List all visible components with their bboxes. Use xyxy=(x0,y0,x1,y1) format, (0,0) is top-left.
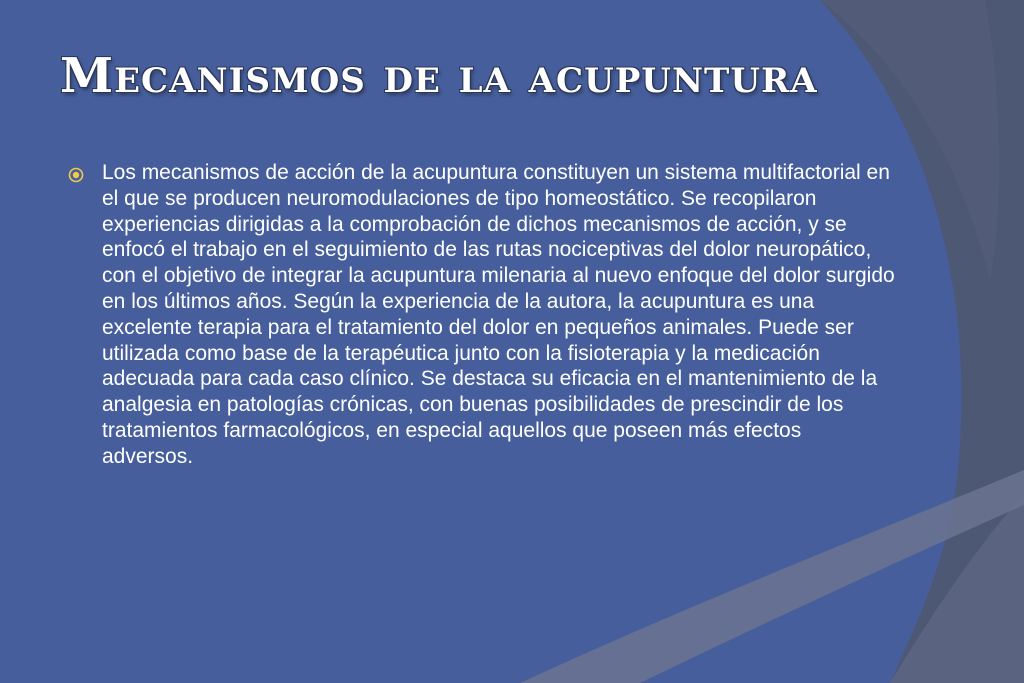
bullet-text: Los mecanismos de acción de la acupuntura constituyen un sistema multifactorial en el que se producen neuromodulaciones de tipo homeostático. Se recopilaron experiencias dirigidas a la comprobación de dichos mecanismos de acción, y se enfocó el trabajo en el seguimiento de las rutas nociceptivas del dolor neuropático, con el objetivo de integrar la acupuntura milenaria al nuevo enfoque del dolor surgido en los últimos años. Según la experiencia de la autora, la acupuntura es una excelente terapia para el tratamiento del dolor en pequeños animales. Puede ser utilizada como base de la terapéutica junto con la fisioterapia y la medicación adecuada para cada caso clínico. Se destaca su eficacia en el mantenimiento de la analgesia en patologías crónicas, con buenas posibilidades de prescindir de los tratamientos farmacológicos, en especial aquellos que poseen más efectos adversos. xyxy=(102,161,895,468)
slide-title: Mecanismos de la acupuntura xyxy=(60,48,818,104)
slide-body xyxy=(68,160,898,470)
bullet-item xyxy=(68,160,898,470)
radio-bullet-icon xyxy=(68,167,84,183)
